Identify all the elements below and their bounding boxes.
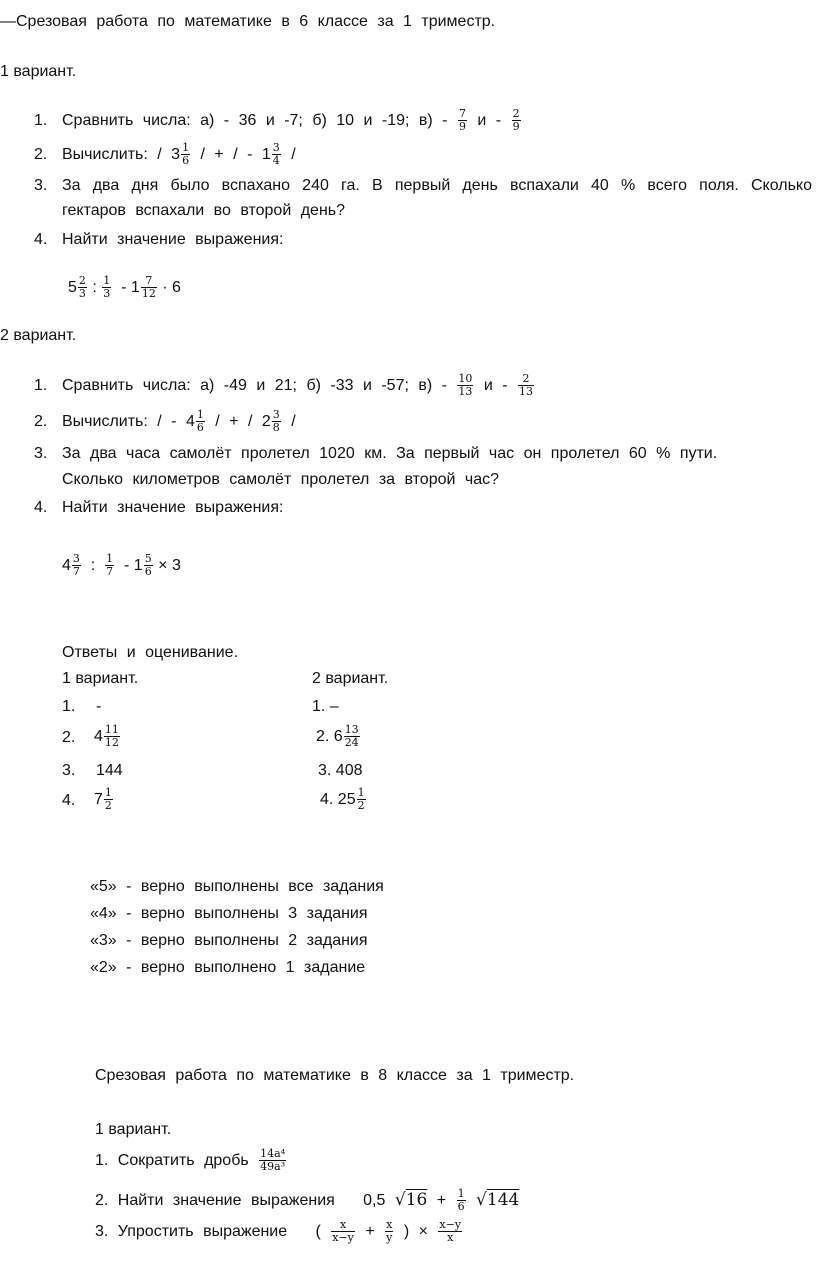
v2-task4-num: 4. <box>34 499 48 516</box>
g8-task3-frac3: $\frac{x-y}{x}$ <box>439 1218 462 1245</box>
v1-task3-line2: гектаров вспахали во второй день? <box>62 202 346 219</box>
answer3-num: 3. <box>62 762 76 779</box>
grade-4: «4» - верно выполнены 3 задания <box>90 905 368 922</box>
v1-expression: 5 $\frac{2}{3}$ : $\frac{1}{3}$ - 1 $\frac{7}{12}$ · 6 <box>68 274 181 301</box>
g8-title: Срезовая работа по математике в 8 классе за 1 триместр. <box>95 1067 575 1084</box>
answer2-v1-frac: $\frac{11}{12}$ <box>104 723 119 750</box>
v2-heading: 2 вариант. <box>0 327 77 344</box>
v2-task2 <box>62 405 296 439</box>
v1-task2-frac1: $\frac{1}{6}$ <box>182 141 190 168</box>
g8-task1-frac: $\frac{\text{14a⁴}}{\text{49a³}}$ <box>260 1147 286 1174</box>
g8-task3: 3. Упростить выражение ( $\frac{x}{x-y}$ + $\frac{x}{y}$ ) × $\frac{x-y}{x}$ <box>95 1218 462 1245</box>
sqrt-icon: √144 <box>476 1190 520 1210</box>
answers-heading: Ответы и оценивание. <box>62 644 239 661</box>
answer4-v1-frac: $\frac{1}{2}$ <box>104 786 112 813</box>
answer2-v1: 4 $\frac{11}{12}$ <box>94 723 119 750</box>
v2-task2-text: Вычислить: / - 4 <box>62 413 195 430</box>
grade-2: «2» - верно выполнено 1 задание <box>90 959 366 976</box>
answer3-v2: 3. 408 <box>318 762 363 779</box>
v2-task2-frac2: $\frac{3}{8}$ <box>272 408 280 435</box>
answer4-num: 4. <box>62 792 76 809</box>
answer3-v1: 144 <box>96 762 123 779</box>
g8-task2-text: 2. Найти значение выражения <box>95 1192 335 1209</box>
v2-task2-num: 2. <box>34 413 48 430</box>
g8-heading: 1 вариант. <box>95 1121 172 1138</box>
answers-col2-heading: 2 вариант. <box>312 670 389 687</box>
v1-task1-frac2: $\frac{2}{9}$ <box>512 107 520 134</box>
v2-task1 <box>62 369 535 403</box>
answer2-num: 2. <box>62 729 76 746</box>
g8-task1-text: 1. Сократить дробь <box>95 1152 249 1169</box>
g8-task2-frac: $\frac{1}{6}$ <box>457 1187 465 1214</box>
answer4-v2: 4. 25 $\frac{1}{2}$ <box>320 786 365 813</box>
v2-task3-line2: Сколько километров самолёт пролетел за второй час? <box>62 471 500 488</box>
v1-expr-frac2: $\frac{1}{3}$ <box>103 274 111 301</box>
v1-expr-frac1: $\frac{2}{3}$ <box>78 274 86 301</box>
v1-heading: 1 вариант. <box>0 63 77 80</box>
answer2-v2: 2. 6 $\frac{13}{24}$ <box>316 723 359 750</box>
g8-task3-frac2: $\frac{x}{y}$ <box>386 1218 393 1245</box>
v1-task2-text: Вычислить: / 3 <box>62 146 181 163</box>
v1-task1-and: и - <box>477 112 502 129</box>
answer1-num: 1. <box>62 698 76 715</box>
v1-task3-line1: За два дня было вспахано 240 га. В первый день вспахали 40 % всего поля. Сколько <box>62 177 812 194</box>
g8-task1 <box>95 1143 287 1179</box>
g8-task3-text: 3. Упростить выражение <box>95 1223 288 1240</box>
sqrt-icon: √16 <box>394 1190 428 1210</box>
v2-task1-frac1: $\frac{10}{13}$ <box>458 372 473 399</box>
v1-task2 <box>62 138 296 172</box>
v2-task2-mid: / + / 2 <box>215 413 271 430</box>
v1-task3-num: 3. <box>34 177 48 194</box>
v2-expr-frac2: $\frac{1}{7}$ <box>106 552 114 579</box>
v1-task4-text: Найти значение выражения: <box>62 231 284 248</box>
v2-task2-post: / <box>291 413 296 430</box>
v1-task2-num: 2. <box>34 146 48 163</box>
v2-task4-text: Найти значение выражения: <box>62 499 284 516</box>
v1-task1 <box>62 104 522 138</box>
v2-expr-frac1: $\frac{3}{7}$ <box>72 552 80 579</box>
v2-task1-text: Сравнить числа: а) -49 и 21; б) -33 и -57; в) - <box>62 377 447 394</box>
v2-task1-and: и - <box>483 377 508 394</box>
g8-task2: 2. Найти значение выражения 0,5 √16 + $\frac{1}{6}$ √144 <box>95 1187 520 1214</box>
answer1-v2: 1. – <box>312 698 339 715</box>
v1-task1-frac1: $\frac{7}{9}$ <box>458 107 466 134</box>
grade-5: «5» - верно выполнены все задания <box>90 878 384 895</box>
v2-expression: 4 $\frac{3}{7}$ : $\frac{1}{7}$ - 1 $\frac{5}{6}$ × 3 <box>62 552 181 579</box>
v1-expr-frac3: $\frac{7}{12}$ <box>141 274 156 301</box>
v1-task2-post: / <box>291 146 296 163</box>
grade-3: «3» - верно выполнены 2 задания <box>90 932 368 949</box>
v2-expr-frac3: $\frac{5}{6}$ <box>144 552 152 579</box>
v1-task4-num: 4. <box>34 231 48 248</box>
v2-task2-frac1: $\frac{1}{6}$ <box>196 408 204 435</box>
page-title: —Срезовая работа по математике в 6 классе за 1 триместр. <box>0 13 496 30</box>
v1-task1-text: Сравнить числа: а) - 36 и -7; б) 10 и -19; в) - <box>62 112 448 129</box>
v1-task2-mid: / + / - 1 <box>200 146 271 163</box>
v2-task1-num: 1. <box>34 377 48 394</box>
answer1-v1: - <box>96 698 102 715</box>
answer4-v1: 7 $\frac{1}{2}$ <box>94 786 112 813</box>
v2-task1-frac2: $\frac{2}{13}$ <box>519 372 534 399</box>
v2-task3-num: 3. <box>34 445 48 462</box>
g8-task3-frac1: $\frac{x}{x-y}$ <box>332 1218 354 1245</box>
v1-task2-frac2: $\frac{3}{4}$ <box>272 141 280 168</box>
v1-task1-num: 1. <box>34 112 48 129</box>
answer2-v2-frac: $\frac{13}{24}$ <box>344 723 359 750</box>
answer4-v2-frac: $\frac{1}{2}$ <box>357 786 365 813</box>
v2-task3-line1: За два часа самолёт пролетел 1020 км. За первый час он пролетел 60 % пути. <box>62 445 718 462</box>
answers-col1-heading: 1 вариант. <box>62 670 139 687</box>
